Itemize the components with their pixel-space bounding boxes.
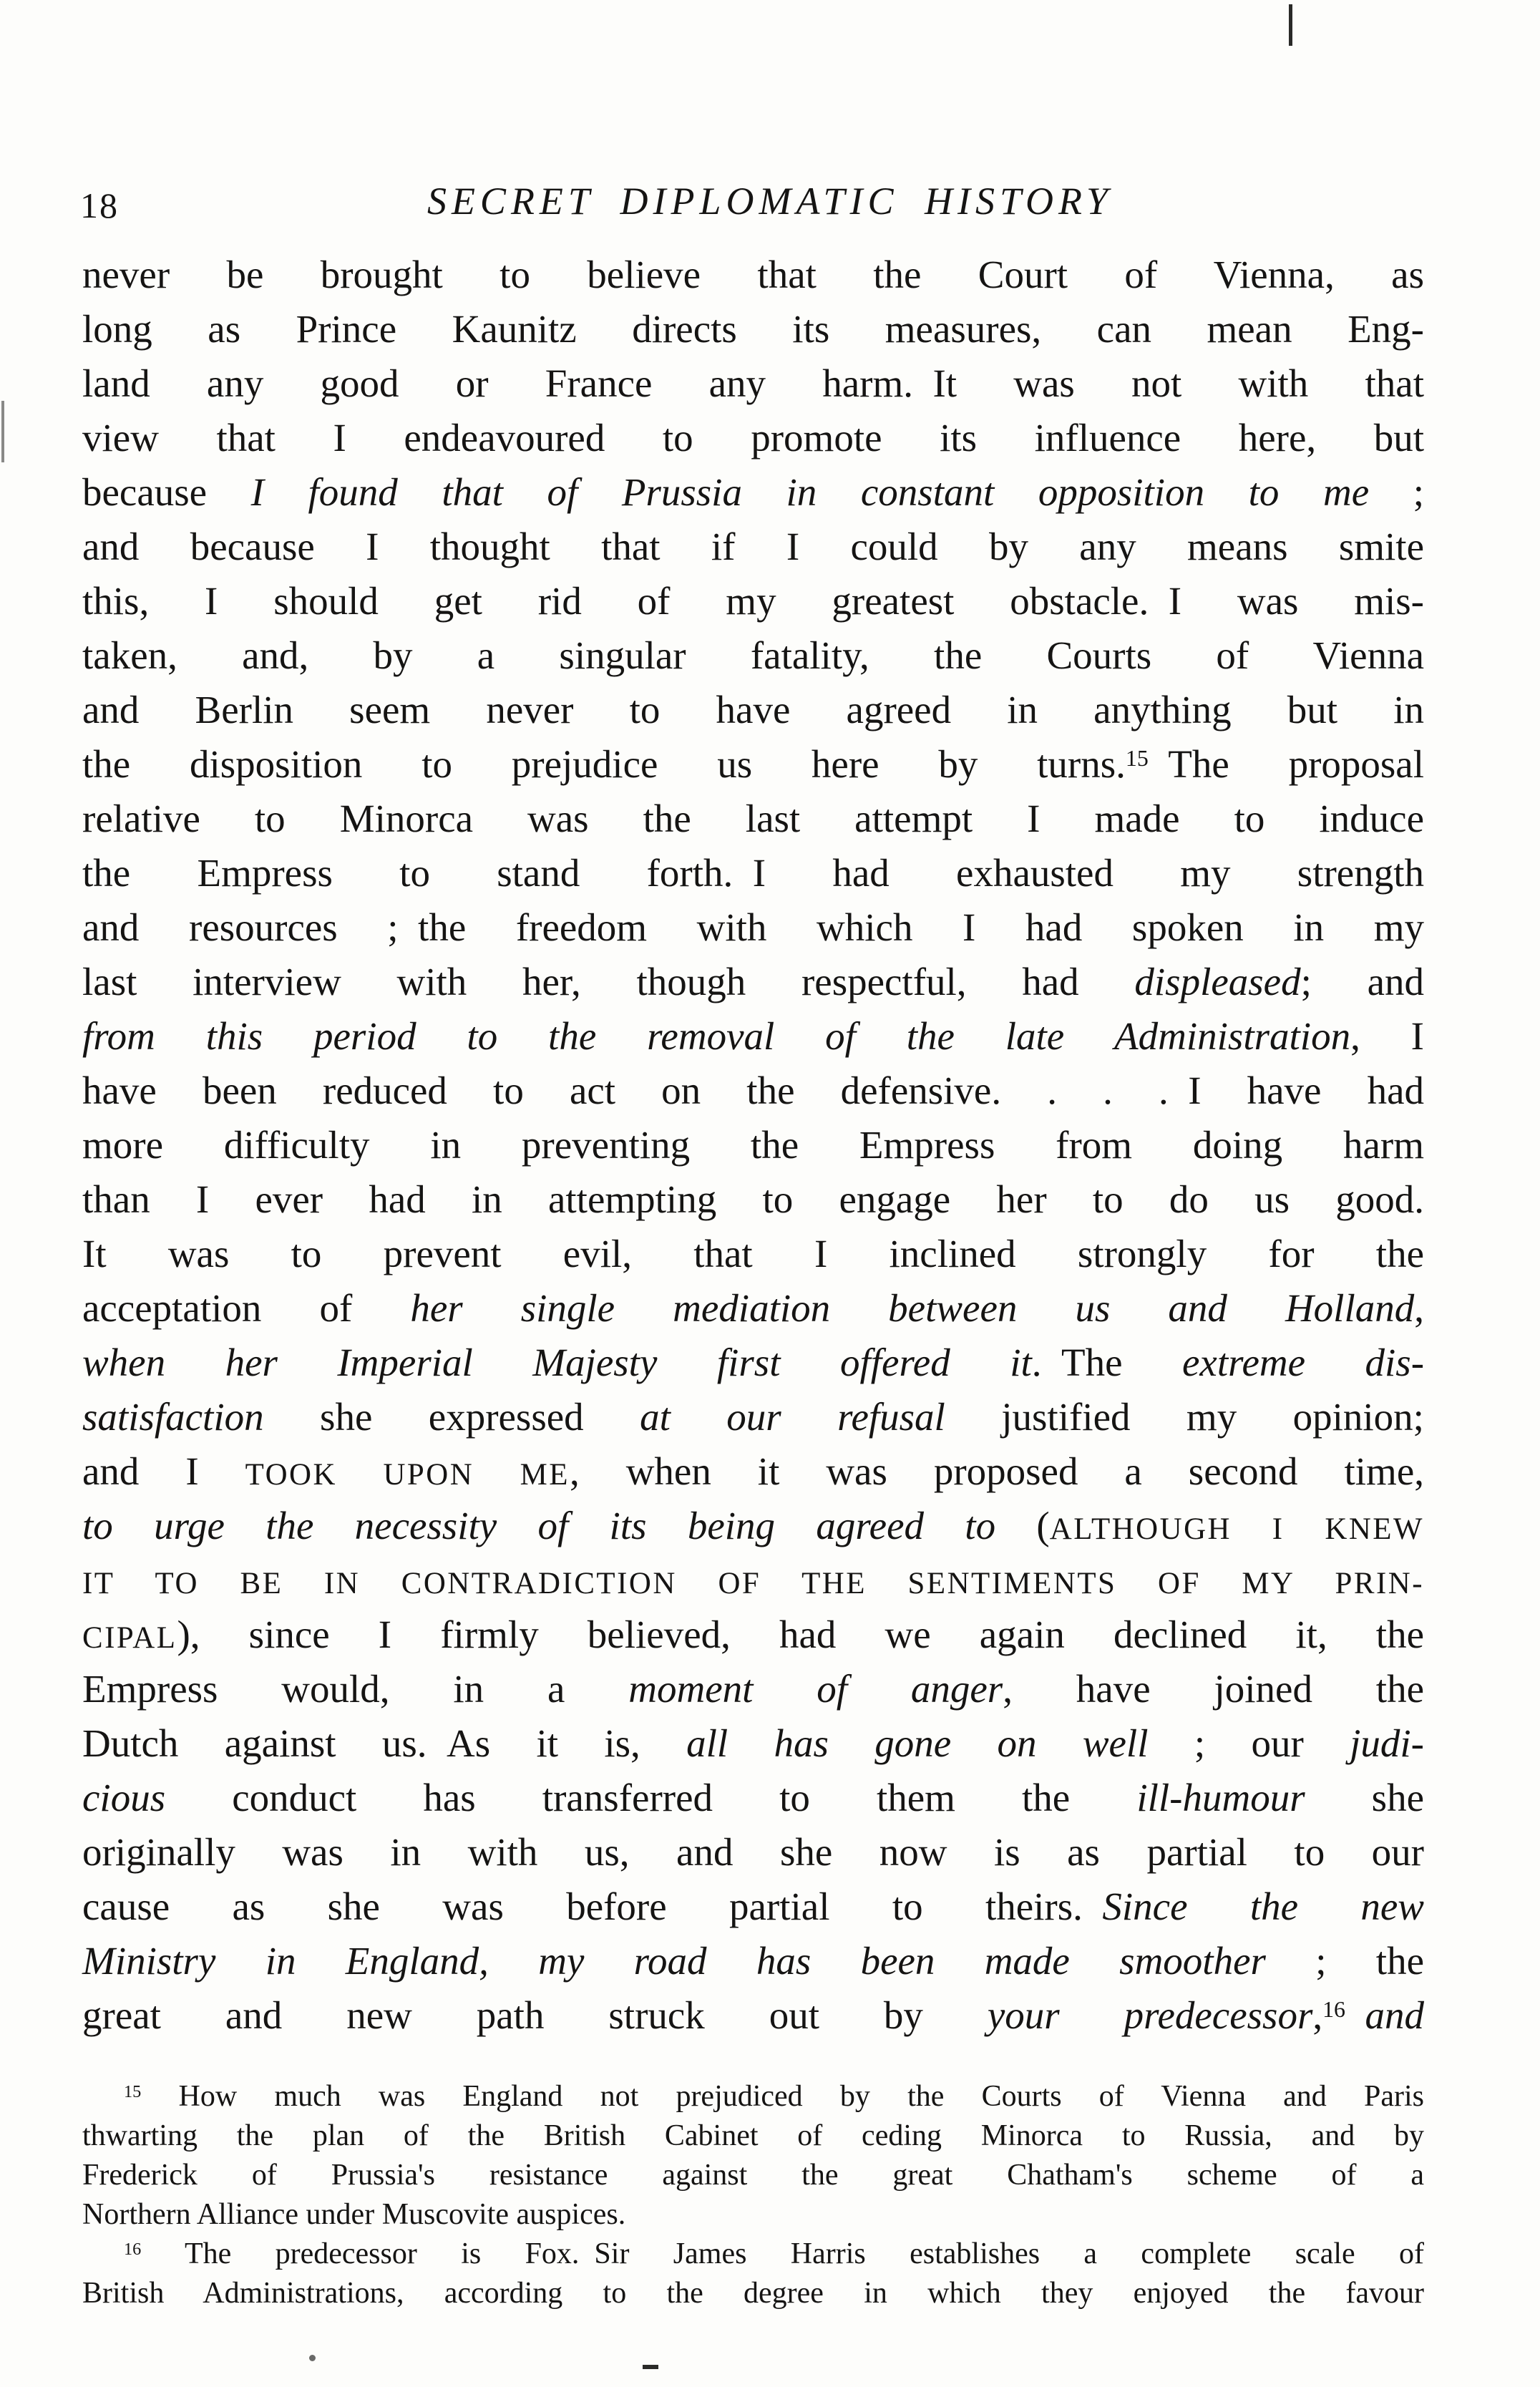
body-text-line — [82, 465, 1424, 520]
body-text-line — [82, 1934, 1424, 1988]
text-segment: . The — [1031, 1341, 1183, 1384]
text-segment: cause as she was before partial to theirs. — [82, 1885, 1103, 1928]
body-text-line — [82, 737, 1424, 792]
text-segment: Frederick of Prussia's resistance against the great Chatham's scheme of a — [82, 2159, 1424, 2192]
text-segment: when her Imperial Majesty first offered it — [82, 1341, 1032, 1384]
footnote-reference: 16 — [124, 2239, 142, 2259]
body-text — [82, 248, 1424, 2043]
text-segment: last interview with her, though respectful, had — [82, 960, 1135, 1003]
text-segment: How much was England not prejudiced by the Courts of Vienna and Paris — [141, 2080, 1424, 2113]
text-segment: land any good or France any harm. It was not with that — [82, 361, 1424, 405]
text-segment: Northern Alliance under Muscovite auspices. — [82, 2198, 626, 2231]
body-text-line — [82, 1553, 1424, 1608]
text-segment: ; the — [1265, 1939, 1424, 1983]
body-text-line — [82, 1009, 1424, 1064]
text-segment: at our refusal — [640, 1395, 945, 1439]
text-segment: more difficulty in preventing the Empress from doing harm — [82, 1123, 1424, 1167]
body-text-line — [82, 1172, 1424, 1227]
footnote-line — [82, 2235, 1424, 2274]
text-segment: never be brought to believe that the Court of Vienna, as — [82, 253, 1424, 296]
text-segment: CIPAL — [82, 1621, 177, 1655]
scan-artifact — [309, 2355, 316, 2361]
footnote-line — [82, 2156, 1424, 2195]
text-segment: ; — [1369, 470, 1424, 514]
body-text-line — [82, 1336, 1424, 1390]
text-segment: , — [1414, 1286, 1424, 1330]
body-text-line — [82, 1227, 1424, 1281]
body-text-line — [82, 574, 1424, 628]
body-text-line — [82, 1281, 1424, 1336]
text-segment: long as Prince Kaunitz directs its measures, can mean Eng- — [82, 307, 1424, 351]
text-segment: ), since I firmly believed, had we again declined it, the — [177, 1613, 1424, 1656]
text-segment: originally was in with us, and she now is as partial to our — [82, 1830, 1424, 1874]
footnote-reference: 16 — [1322, 1997, 1345, 2023]
text-segment: moment of anger — [628, 1667, 1003, 1711]
text-segment: ALTHOUGH I KNEW — [1049, 1512, 1424, 1546]
text-segment: and resources ; the freedom with which I had spoken in my — [82, 905, 1424, 949]
text-segment: and — [1365, 1993, 1424, 2037]
text-segment: because — [82, 470, 251, 514]
body-text-line — [82, 846, 1424, 900]
text-segment: acceptation of — [82, 1286, 411, 1330]
footnote-line — [82, 2274, 1424, 2313]
text-segment: and I — [82, 1449, 245, 1493]
page-header — [0, 179, 1540, 229]
body-text-line — [82, 1880, 1424, 1934]
text-segment: displeased — [1134, 960, 1301, 1003]
text-segment: satisfaction — [82, 1395, 264, 1439]
body-text-line — [82, 1771, 1424, 1825]
body-text-line — [82, 1662, 1424, 1716]
text-segment: to urge the necessity of its being agreed to — [82, 1504, 996, 1547]
text-segment: this, I should get rid of my greatest obstacle. I was mis- — [82, 579, 1424, 623]
text-segment: conduct has transferred to them the — [165, 1776, 1137, 1819]
body-text-line — [82, 1444, 1424, 1499]
text-segment: your predecessor — [987, 1993, 1313, 2037]
text-segment: judi- — [1350, 1721, 1424, 1765]
scan-artifact — [1289, 4, 1292, 46]
text-segment: her single mediation between us and Holland — [410, 1286, 1415, 1330]
text-segment: taken, and, by a singular fatality, the Courts of Vienna — [82, 633, 1424, 677]
text-segment: than I ever had in attempting to engage her to do us good. — [82, 1177, 1424, 1221]
text-segment: Empress would, in a — [82, 1667, 629, 1711]
footnotes — [82, 2077, 1424, 2313]
text-segment: and Berlin seem never to have agreed in anything but in — [82, 688, 1424, 731]
text-segment: justified my opinion; — [945, 1395, 1424, 1439]
body-text-line — [82, 955, 1424, 1009]
body-text-line — [82, 1118, 1424, 1172]
body-text-line — [82, 411, 1424, 465]
text-segment: Since the new — [1102, 1885, 1424, 1928]
footnote-line — [82, 2077, 1424, 2116]
body-text-line — [82, 1608, 1424, 1662]
text-segment: all has gone on well — [686, 1721, 1149, 1765]
body-text-line — [82, 1390, 1424, 1444]
text-segment: the disposition to prejudice us here by turns. — [82, 742, 1126, 786]
text-segment: , I — [1350, 1014, 1424, 1058]
body-text-line — [82, 1988, 1424, 2043]
footnote-reference: 15 — [1125, 746, 1149, 772]
text-segment: have been reduced to act on the defensive. . . . I have had — [82, 1069, 1424, 1112]
text-segment: the Empress to stand forth. I had exhausted my strength — [82, 851, 1424, 895]
body-text-line — [82, 1716, 1424, 1771]
text-segment: IT TO BE IN CONTRADICTION OF THE SENTIMENTS OF MY PRIN- — [82, 1567, 1424, 1600]
text-segment: The predecessor is Fox. Sir James Harris establishes a complete scale of — [141, 2237, 1424, 2270]
text-segment: It was to prevent evil, that I inclined strongly for the — [82, 1232, 1424, 1275]
footnote-line — [82, 2116, 1424, 2156]
text-segment: Dutch against us. As it is, — [82, 1721, 687, 1765]
body-text-line — [82, 520, 1424, 574]
text-segment: Ministry in England, my road has been made smoother — [82, 1939, 1266, 1983]
body-text-line — [82, 792, 1424, 846]
body-text-line — [82, 302, 1424, 356]
body-text-line — [82, 1825, 1424, 1880]
body-text-line — [82, 628, 1424, 683]
text-segment: from this period to the removal of the late Administration — [82, 1014, 1351, 1058]
text-segment: view that I endeavoured to promote its influence here, but — [82, 416, 1424, 460]
scan-artifact — [643, 2365, 658, 2369]
footnote-reference: 15 — [124, 2081, 142, 2101]
text-segment: , have joined the — [1003, 1667, 1424, 1711]
text-segment — [1345, 1993, 1365, 2037]
page-number: 18 — [80, 185, 119, 225]
scan-artifact — [1, 401, 4, 462]
text-segment: extreme dis- — [1182, 1341, 1425, 1384]
text-segment: she expressed — [263, 1395, 640, 1439]
text-segment: ; and — [1300, 960, 1424, 1003]
text-segment: and because I thought that if I could by any means smite — [82, 525, 1424, 568]
text-segment: ill-humour — [1136, 1776, 1305, 1819]
body-text-line — [82, 356, 1424, 411]
text-segment: relative to Minorca was the last attempt I made to induce — [82, 797, 1424, 840]
text-segment: I found that of Prussia in constant opposition to me — [250, 470, 1370, 514]
footnote-line — [82, 2195, 1424, 2235]
text-segment: cious — [82, 1776, 166, 1819]
text-segment: thwarting the plan of the British Cabinet of ceding Minorca to Russia, and by — [82, 2119, 1424, 2152]
text-segment: , — [1312, 1993, 1323, 2037]
text-segment: TOOK UPON ME — [245, 1458, 570, 1492]
body-text-line — [82, 1064, 1424, 1118]
body-text-line — [82, 248, 1424, 302]
text-segment: great and new path struck out by — [82, 1993, 988, 2037]
body-text-line — [82, 1499, 1424, 1553]
text-segment: The proposal — [1148, 742, 1424, 786]
body-text-line — [82, 683, 1424, 737]
text-segment: British Administrations, according to the degree in which they enjoyed the favour — [82, 2277, 1424, 2310]
body-text-line — [82, 900, 1424, 955]
text-segment: , when it was proposed a second time, — [570, 1449, 1424, 1493]
text-segment: ; our — [1148, 1721, 1350, 1765]
text-segment: ( — [995, 1504, 1050, 1547]
running-title: SECRET DIPLOMATIC HISTORY — [427, 180, 1113, 223]
text-segment: she — [1305, 1776, 1425, 1819]
